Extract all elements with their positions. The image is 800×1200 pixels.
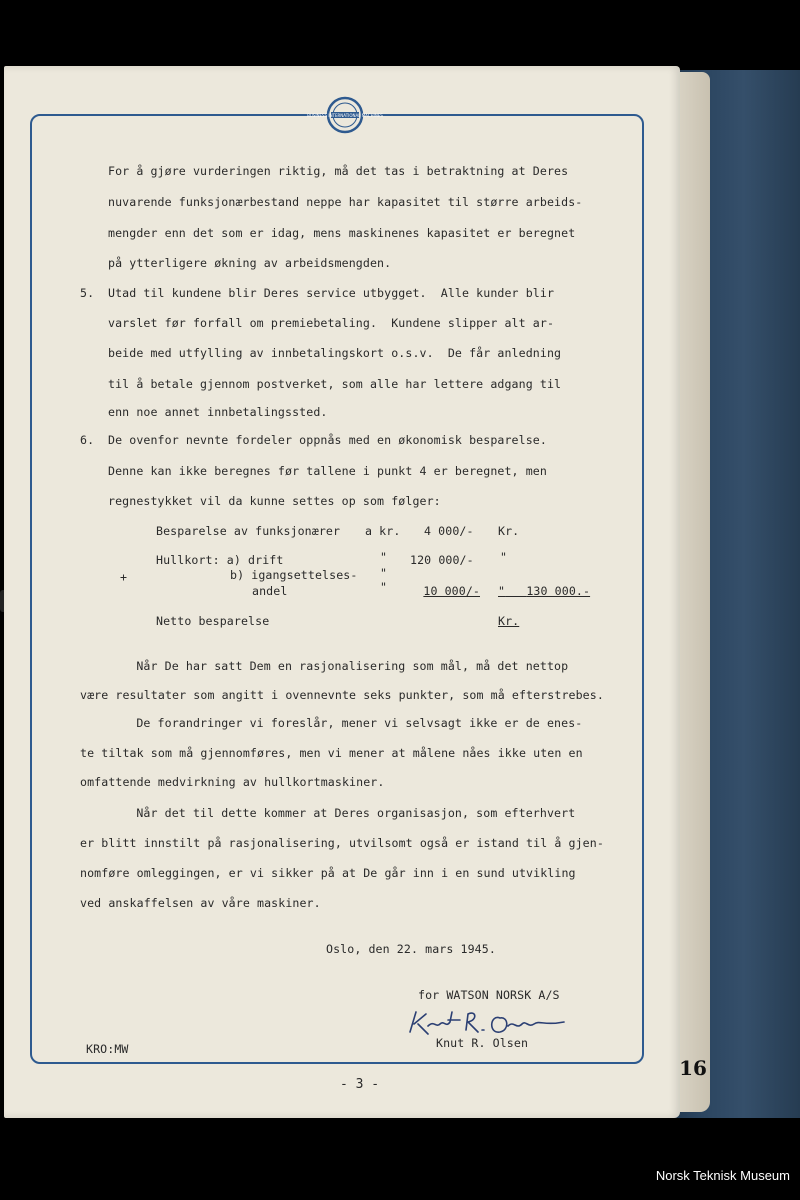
calc-mark: ": [380, 550, 388, 564]
page-number: - 3 -: [340, 1077, 380, 1092]
logo-text: BUSINESS INTERNATIONAL MACHINES: [307, 113, 383, 118]
body-line: For å gjøre vurderingen riktig, må det tas i betraktning at Deres: [108, 164, 569, 178]
place-date: Oslo, den 22. mars 1945.: [326, 942, 496, 956]
calc-label: Besparelse av funksjonærer: [156, 524, 341, 538]
plus-sign: +: [120, 570, 128, 584]
item5-line: beide med utfylling av innbetalingskort o.s.v. De får anledning: [108, 346, 562, 360]
calc-label: b) igangsettelses-: [230, 568, 358, 582]
item-number-5: 5.: [80, 286, 95, 300]
signatory-name: Knut R. Olsen: [436, 1036, 529, 1050]
calc-unit: ": [498, 584, 506, 598]
calc-label: Netto besparelse: [156, 614, 270, 628]
paragraph-line: Når det til dette kommer at Deres organisasjon, som efterhvert: [108, 806, 576, 820]
paragraph-line: omfattende medvirkning av hullkortmaskiner.: [80, 775, 385, 789]
calc-label: andel: [252, 584, 288, 598]
calc-prefix: a kr.: [365, 524, 401, 538]
calc-label: Hullkort: a) drift: [156, 553, 284, 567]
museum-credit: Norsk Teknisk Museum: [655, 1168, 790, 1183]
item6-line: regnestykket vil da kunne settes op som følger:: [108, 494, 441, 508]
paragraph-line: Når De har satt Dem en rasjonalisering som mål, må det nettop: [108, 659, 569, 673]
paragraph-line: De forandringer vi foreslår, mener vi selvsagt ikke er de enes-: [108, 716, 583, 730]
signature-company: for WATSON NORSK A/S: [418, 988, 560, 1002]
paragraph-line: være resultater som angitt i ovennevnte seks punkter, som må efterstrebes.: [80, 688, 604, 702]
item-number-6: 6.: [80, 433, 95, 447]
initials: KRO:MW: [86, 1042, 129, 1056]
calc-unit: Kr.: [498, 614, 520, 628]
body-line: på ytterligere økning av arbeidsmengden.: [108, 256, 392, 270]
calc-amount: 120 000/-: [410, 553, 474, 567]
item6-line: Denne kan ikke beregnes før tallene i punkt 4 er beregnet, men: [108, 464, 547, 478]
paragraph-line: ved anskaffelsen av våre maskiner.: [80, 896, 321, 910]
calc-mark: ": [380, 580, 388, 594]
item5-line: til å betale gjennom postverket, som alle har lettere adgang til: [108, 377, 562, 391]
tab-number: 16: [679, 1056, 707, 1080]
calc-amount: 10 000/-: [423, 584, 480, 598]
item6-line: De ovenfor nevnte fordeler oppnås med en økonomisk besparelse.: [108, 433, 547, 447]
body-line: nuvarende funksjonærbestand neppe har kapasitet til større arbeids-: [108, 195, 583, 209]
calc-total: [498, 584, 596, 598]
paragraph-line: er blitt innstilt på rasjonalisering, utvilsomt også er istand til å gjen-: [80, 836, 604, 850]
calc-amount: 4 000/-: [424, 524, 474, 538]
item5-line: enn noe annet innbetalingssted.: [108, 405, 328, 419]
body-line: mengder enn det som er idag, mens maskinenes kapasitet er beregnet: [108, 226, 576, 240]
calc-unit: ": [500, 550, 508, 564]
item5-line: Utad til kundene blir Deres service utbygget. Alle kunder blir: [108, 286, 555, 300]
item5-line: varslet før forfall om premiebetaling. Kundene slipper alt ar-: [108, 316, 555, 330]
paragraph-line: nomføre omleggingen, er vi sikker på at De går inn i en sund utvikling: [80, 866, 576, 880]
calc-unit: Kr.: [498, 524, 520, 538]
ibm-logo: [307, 96, 383, 134]
paragraph-line: te tiltak som må gjennomføres, men vi mener at målene nåes ikke uten en: [80, 746, 583, 760]
calc-mark: ": [380, 566, 388, 580]
calc-total-amount: 130 000.-: [526, 584, 591, 598]
